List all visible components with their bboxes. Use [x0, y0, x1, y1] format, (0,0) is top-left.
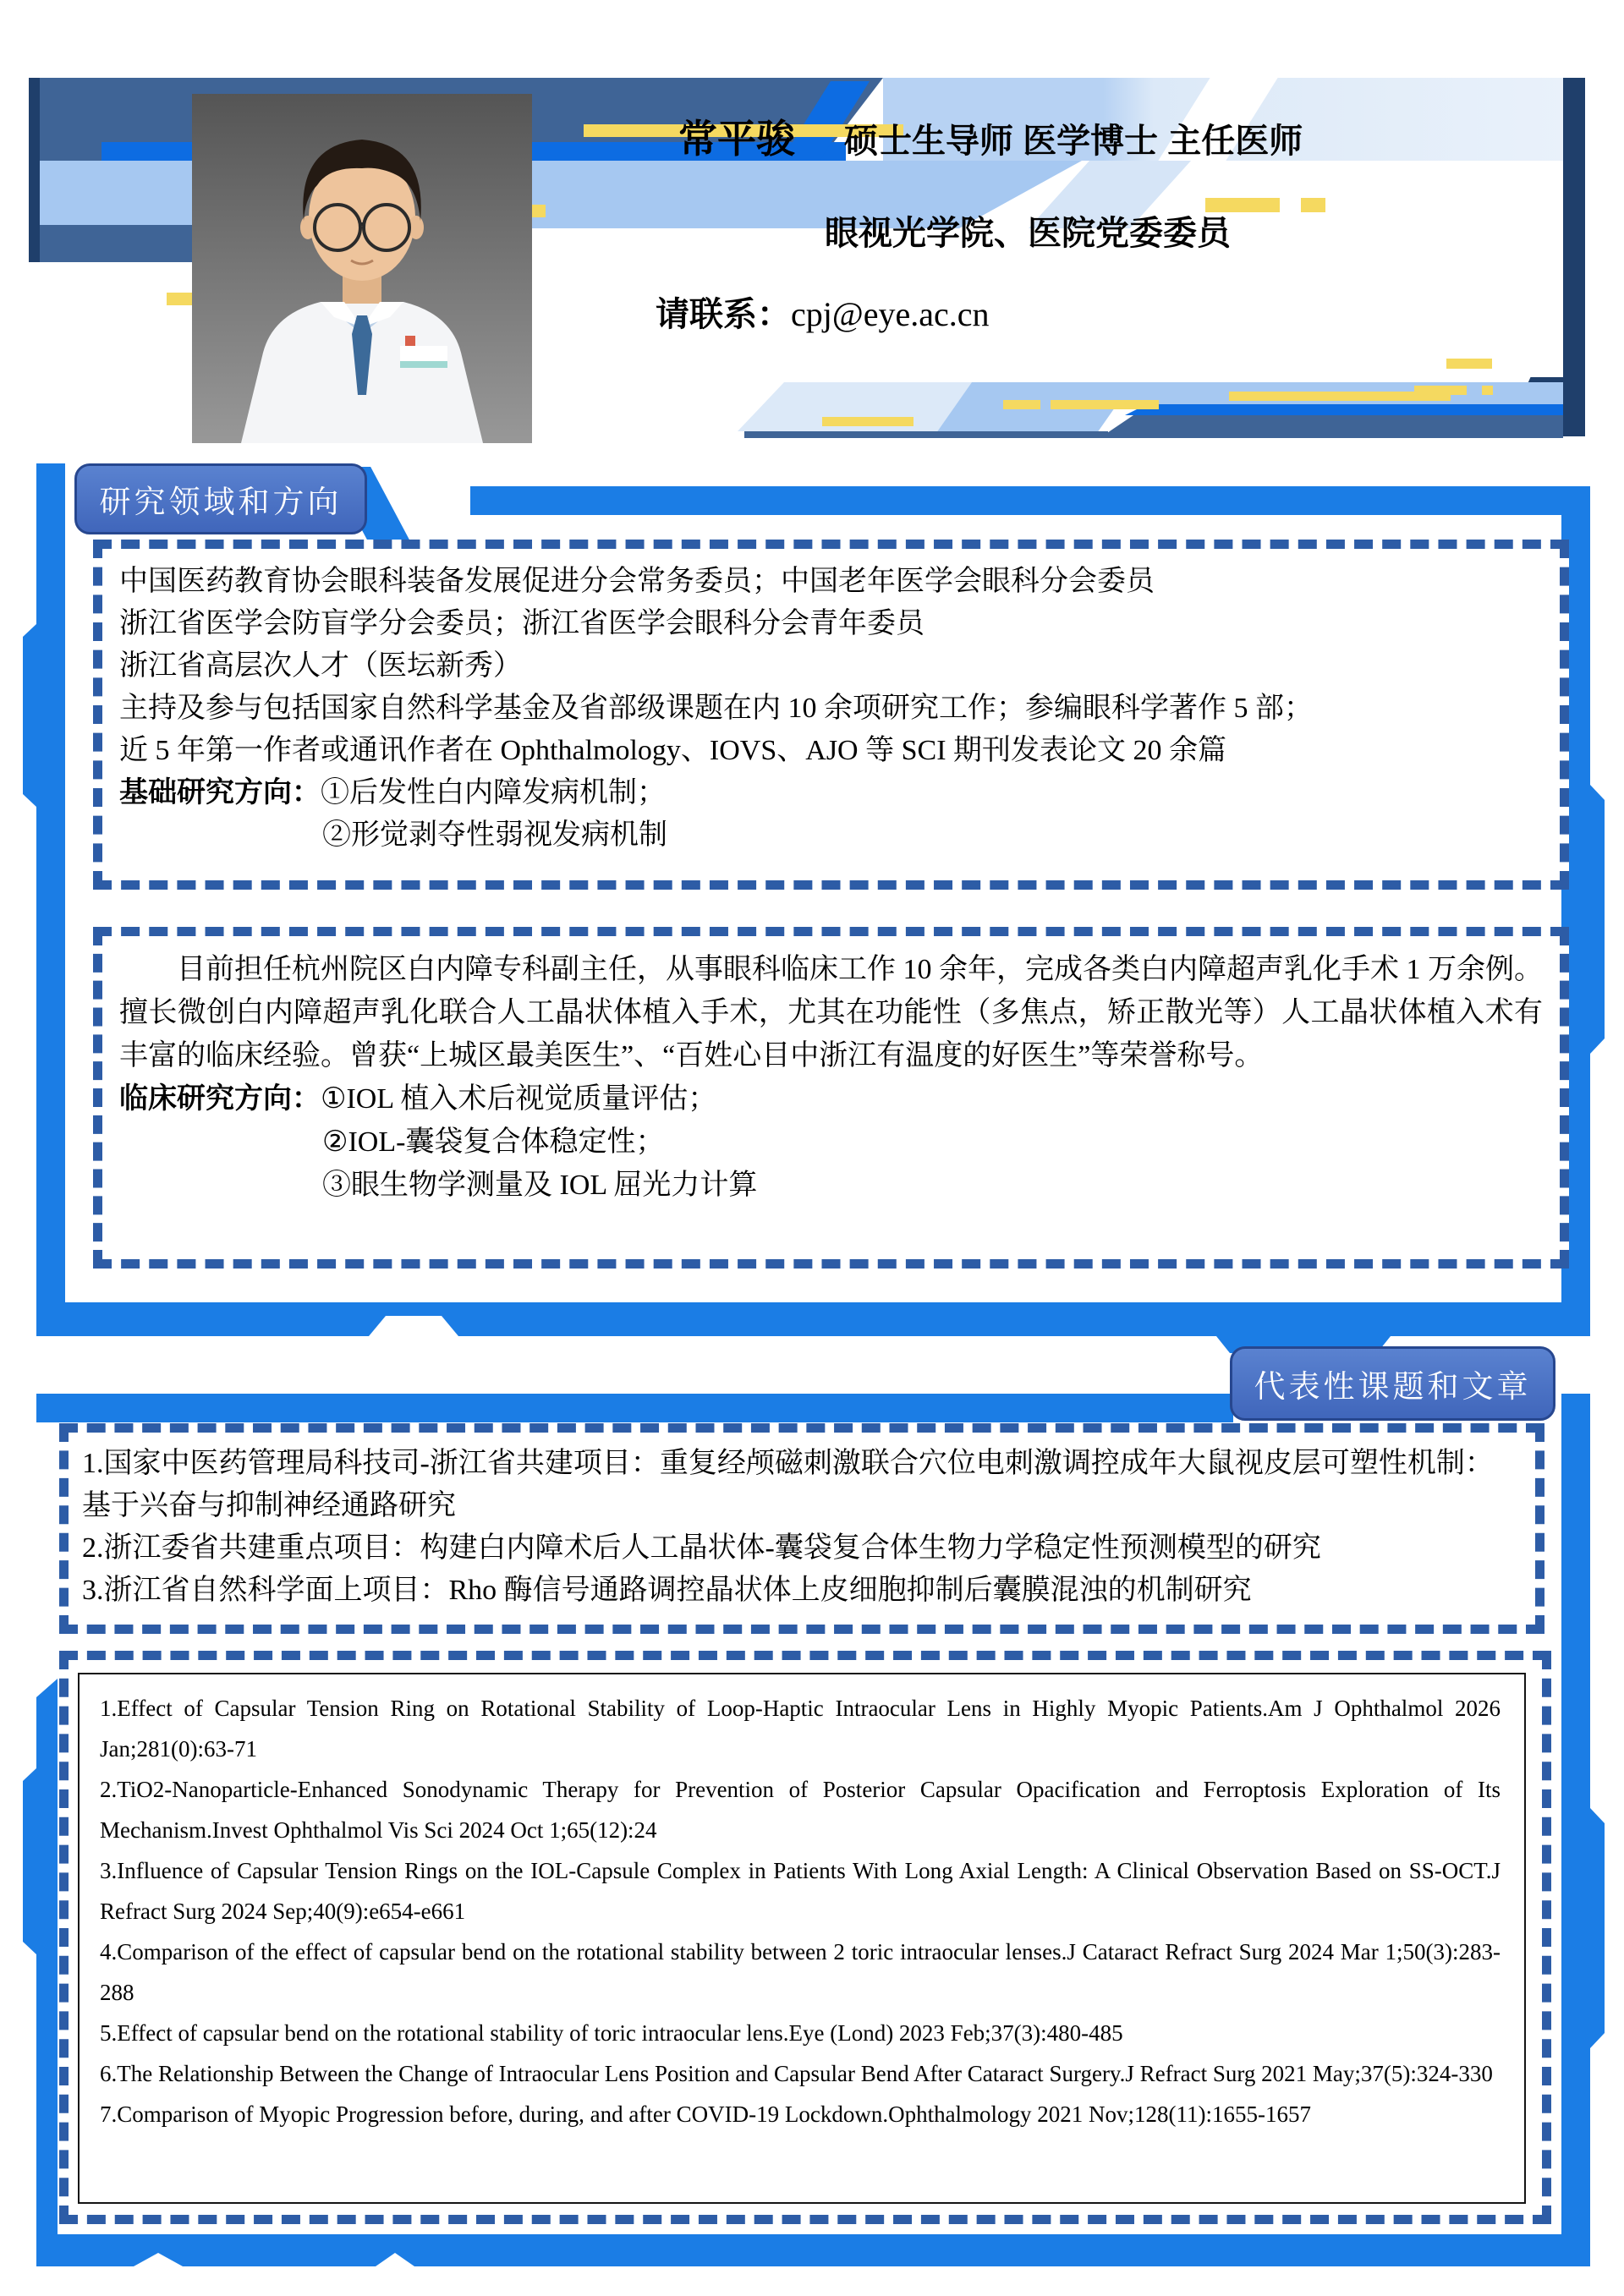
projects-box [59, 1423, 1544, 1634]
deco-steel-strip [1100, 415, 1563, 438]
clinical-item-2: ②IOL-囊袋复合体稳定性； [322, 1126, 665, 1158]
doctor-affiliation: 眼视光学院、医院党委委员 [825, 215, 1231, 252]
membership-line: 中国医药教育协会眼科装备发展促进分会常务委员；中国老年医学会眼科分会委员 [119, 566, 1155, 597]
clinical-direction-label: 临床研究方向： [119, 1083, 321, 1115]
clinical-direction-line [119, 1077, 1543, 1121]
deco-yellow-dash [822, 417, 914, 426]
membership-line: 浙江省高层次人才（医坛新秀） [119, 650, 522, 682]
frame-right-bump [1590, 785, 1605, 1054]
basic-research-item-1: ①后发性白内障发病机制； [321, 777, 666, 808]
paper-item: 3.Influence of Capsular Tension Rings on the IOL-Capsule Complex in Patients With Long Axial Length: A Clinical Observation Based on SS-OCT.J Refract Surg 2024 Sep;40(9):e654-e661 [100, 1858, 1501, 1924]
name-row [678, 108, 1303, 164]
paper-item: 2.TiO2-Nanoparticle-Enhanced Sonodynamic Therapy for Prevention of Posterior Capsular Opacification and Ferroptosis Exploration of Its Mechanism.Invest Ophthalmol Vis Sci 2024 Oct 1;65(12):24 [100, 1777, 1501, 1843]
section-label-publications-text: 代表性课题和文章 [1254, 1370, 1532, 1405]
section-label-publications [1230, 1346, 1555, 1421]
project-item: 1.国家中医药管理局科技司-浙江省共建项目：重复经颅磁刺激联合穴位电刺激调控成年大鼠视皮层可塑性机制：基于兴奋与抑制神经通路研究 [82, 1448, 1494, 1521]
basic-research-label: 基础研究方向： [119, 777, 321, 808]
deco-yellow-dash [1414, 386, 1467, 395]
frame-left-bar [36, 463, 65, 1336]
frame-bottom-band [36, 1302, 1590, 1336]
frame-right-bump [1590, 1808, 1605, 2048]
frame-right-bar [1561, 1394, 1590, 2266]
deco-yellow-dash [1446, 359, 1492, 369]
project-item: 3.浙江省自然科学面上项目：Rho 酶信号通路调控晶状体上皮细胞抑制后囊膜混浊的机制研究 [82, 1575, 1252, 1606]
deco-yellow-dash [1482, 386, 1493, 395]
section-label-research [74, 463, 367, 534]
contact-label: 请联系： [656, 296, 791, 333]
frame-left-bump [23, 1767, 37, 1955]
frame-bottom-band [36, 2234, 1590, 2266]
paper-item: 5.Effect of capsular bend on the rotational stability of toric intraocular lens.Eye (Lond) 2023 Feb;37(3):480-485 [100, 2020, 1123, 2046]
deco-yellow-dash [1003, 400, 1040, 409]
deco-navy-right-bar [1563, 78, 1585, 436]
deco-yellow-dash [1301, 198, 1325, 212]
deco-steel-thin-line [744, 431, 1108, 438]
clinical-box [93, 927, 1569, 1269]
clinical-item-1: ①IOL 植入术后视觉质量评估； [321, 1083, 717, 1115]
memberships-box [93, 540, 1569, 890]
paper-item: 1.Effect of Capsular Tension Ring on Rotational Stability of Loop-Haptic Intraocular Lens in Highly Myopic Patients.Am J Ophthalmol 2026 Jan;281(0):63-71 [100, 1696, 1501, 1762]
doctor-titles: 硕士生导师 医学博士 主任医师 [844, 123, 1303, 160]
email-link[interactable]: cpj@eye.ac.cn [791, 295, 990, 333]
portrait-illustration [192, 94, 532, 443]
membership-line: 主持及参与包括国家自然科学基金及省部级课题在内 10 余项研究工作；参编眼科学著作 5 部； [119, 693, 1313, 724]
frame-left-bar [36, 1679, 58, 2266]
deco-bright-strip [1125, 404, 1563, 415]
paper-item: 4.Comparison of the effect of capsular bend on the rotational stability between 2 toric intraocular lenses.J Cataract Refract Surg 2024 Mar 1;50(3):283-288 [100, 1939, 1501, 2005]
membership-line: 浙江省医学会防盲学分会委员；浙江省医学会眼科分会青年委员 [119, 608, 924, 639]
frame-left-bump [23, 623, 37, 808]
basic-research-item-2: ②形觉剥夺性弱视发病机制 [322, 819, 667, 851]
clinical-paragraph: 目前担任杭州院区白内障专科副主任，从事眼科临床工作 10 余年，完成各类白内障超声乳化手术 1 万余例。擅长微创白内障超声乳化联合人工晶状体植入手术，尤其在功能性（多焦点，矫正散光等）人工晶状体植入术有丰富的临床经验。曾获“上城区最美医生”、“百姓心目中浙江有温度的好医生”等荣誉称号。 [119, 954, 1543, 1071]
paper-item: 6.The Relationship Between the Change of Intraocular Lens Position and Capsular Bend After Cataract Surgery.J Refract Surg 2021 May;37(5):324-330 [100, 2061, 1493, 2086]
project-item: 2.浙江委省共建重点项目：构建白内障术后人工晶状体-囊袋复合体生物力学稳定性预测模型的研究 [82, 1532, 1321, 1564]
paper-item: 7.Comparison of Myopic Progression before, during, and after COVID-19 Lockdown.Ophthalmology 2021 Nov;128(11):1655-1657 [100, 2101, 1312, 2127]
papers-list-box [78, 1673, 1526, 2204]
frame-top-bar [36, 1394, 1233, 1422]
section-label-research-text: 研究领域和方向 [99, 485, 343, 520]
membership-line: 近 5 年第一作者或通讯作者在 Ophthalmology、IOVS、AJO 等 SCI 期刊发表论文 20 余篇 [119, 735, 1227, 766]
clinical-item-3: ③眼生物学测量及 IOL 屈光力计算 [322, 1170, 758, 1201]
doctor-portrait-photo [192, 94, 532, 443]
frame-top-bar [470, 486, 1590, 515]
basic-research-line [119, 772, 1543, 814]
contact-row [656, 288, 989, 336]
doctor-name: 常平骏 [678, 117, 795, 161]
deco-yellow-dash [1051, 400, 1159, 409]
deco-navy-left-bar [29, 78, 40, 262]
